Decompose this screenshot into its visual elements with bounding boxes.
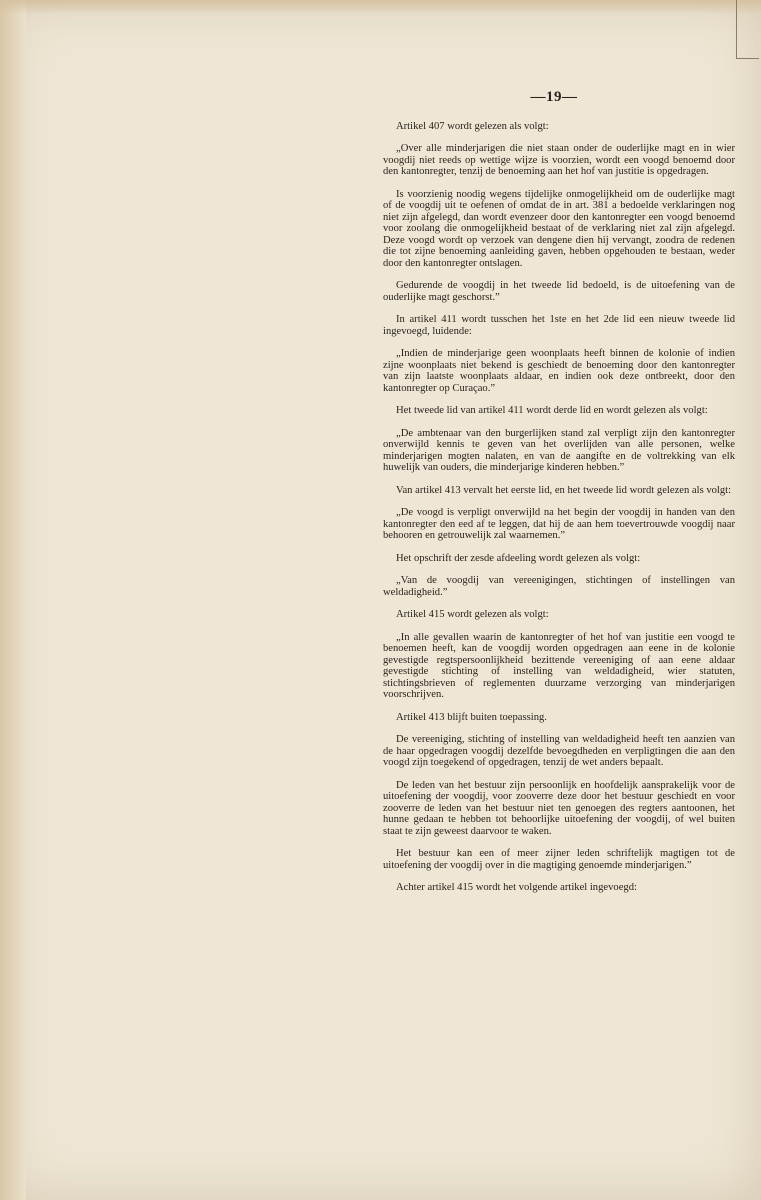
paragraph: Artikel 413 blijft buiten toepassing. bbox=[396, 711, 547, 723]
paragraph: Artikel 415 wordt gelezen als volgt: bbox=[396, 609, 549, 620]
paragraph: In artikel 411 wordt tusschen het 1ste en het 2de lid een nieuw tweede lid ingevoegd, luidende: bbox=[383, 314, 735, 337]
paragraph: „Van de voogdij van vereenigingen, stichtingen of instellingen van weldadigheid.” bbox=[383, 575, 735, 598]
text-column bbox=[383, 89, 735, 905]
paragraph: Het tweede lid van artikel 411 wordt derde lid en wordt gelezen als volgt: bbox=[396, 405, 708, 416]
page-number: —19— bbox=[530, 89, 578, 105]
paragraph: Is voorzienig noodig wegens tijdelijke onmogelijkheid om de ouderlijke magt of de voogdij uit te oefenen of omdat de in art. 381 a bedoelde verklaringen nog niet zijn afgelegd, dan wordt evenzeer door den kantonregter een voogd benoemd voor zoolang die onmogelijkheid bestaat of de verklaring niet zal zijn afgelegd. Deze voogd wordt op verzoek van dengene dien hij vervangt, zoodra de redenen die tot zijne benoeming aanleiding gaven, hebben opgehouden te bestaan, weder door den kantonregter ontslagen. bbox=[383, 188, 735, 269]
paragraph: Het bestuur kan een of meer zijner leden schriftelijk magtigen tot de uitoefening der voogdij over in die magtiging genoemde minderjarigen.” bbox=[383, 848, 735, 871]
paragraph: Artikel 407 wordt gelezen als volgt: bbox=[396, 120, 549, 132]
paragraph: „De ambtenaar van den burgerlijken stand zal verpligt zijn den kantonregter onverwijld kennis te geven van het overlijden van alle personen, welke minderjarigen mogten nalaten, en van de aangifte en de voltrekking van elk huwelijk van ouders, die minderjarige kinderen hebben.” bbox=[383, 427, 735, 473]
paragraph-list bbox=[383, 121, 735, 894]
paragraph: Van artikel 413 vervalt het eerste lid, en het tweede lid wordt gelezen als volgt: bbox=[396, 484, 732, 496]
paragraph: De leden van het bestuur zijn persoonlijk en hoofdelijk aansprakelijk voor de uitoefening der voogdij, voor zooverre deze door het bestuur geschiedt en voor zooverre de leden van het bestuur niet ten genoegen des regters aantoonen, het hunne gedaan te hebben tot behoorlijke uitoefening der voogdij, of wel buiten staat te zijn geweest daarvoor te waken. bbox=[383, 779, 735, 837]
paragraph: Het opschrift der zesde afdeeling wordt gelezen als volgt: bbox=[396, 552, 641, 564]
paragraph: De vereeniging, stichting of instelling van weldadigheid heeft ten aanzien van de haar opgedragen voogdij dezelfde bevoegdheden en verpligtingen die aan den voogd zijn toegekend of opgedragen, tenzij de wet anders bepaalt. bbox=[383, 734, 735, 768]
paragraph: „De voogd is verpligt onverwijld na het begin der voogdij in handen van den kantonregter den eed af te leggen, dat hij de aan hem toevertrouwde voogdij naar behooren en getrouwelijk zal waarnemen.” bbox=[383, 507, 735, 541]
paragraph: „In alle gevallen waarin de kantonregter of het hof van justitie een voogd te benoemen heeft, kan de voogdij worden opgedragen aan eene in de kolonie gevestigde regtspersoonlijkheid bezittende vereeniging of aan eene aldaar gevestigde stichting of instelling van weldadigheid, wier statuten, stichtingsbrieven of reglementen duurzame verzorging van minderjarigen voorschrijven. bbox=[383, 631, 735, 700]
page-corner-fold bbox=[736, 0, 759, 59]
page-top-shadow bbox=[0, 0, 761, 14]
page-edge-shadow bbox=[0, 0, 26, 1200]
paragraph: Gedurende de voogdij in het tweede lid bedoeld, is de uitoefening van de ouderlijke magt geschorst.” bbox=[383, 280, 735, 303]
paragraph: Achter artikel 415 wordt het volgende artikel ingevoegd: bbox=[396, 882, 637, 893]
paragraph: „Indien de minderjarige geen woonplaats heeft binnen de kolonie of indien zijne woonplaats niet bekend is geschiedt de benoeming door den kantonregter van zijn laatste woonplaats aldaar, en indien ook deze ontbreekt, door den kantonregter op Curaçao.” bbox=[383, 348, 735, 394]
paragraph: „Over alle minderjarigen die niet staan onder de ouderlijke magt en in wier voogdij niet reeds op wettige wijze is voorzien, wordt een voogd benoemd door den kantonregter, tenzij de benoeming aan het hof van justitie is opgedragen. bbox=[383, 143, 735, 177]
